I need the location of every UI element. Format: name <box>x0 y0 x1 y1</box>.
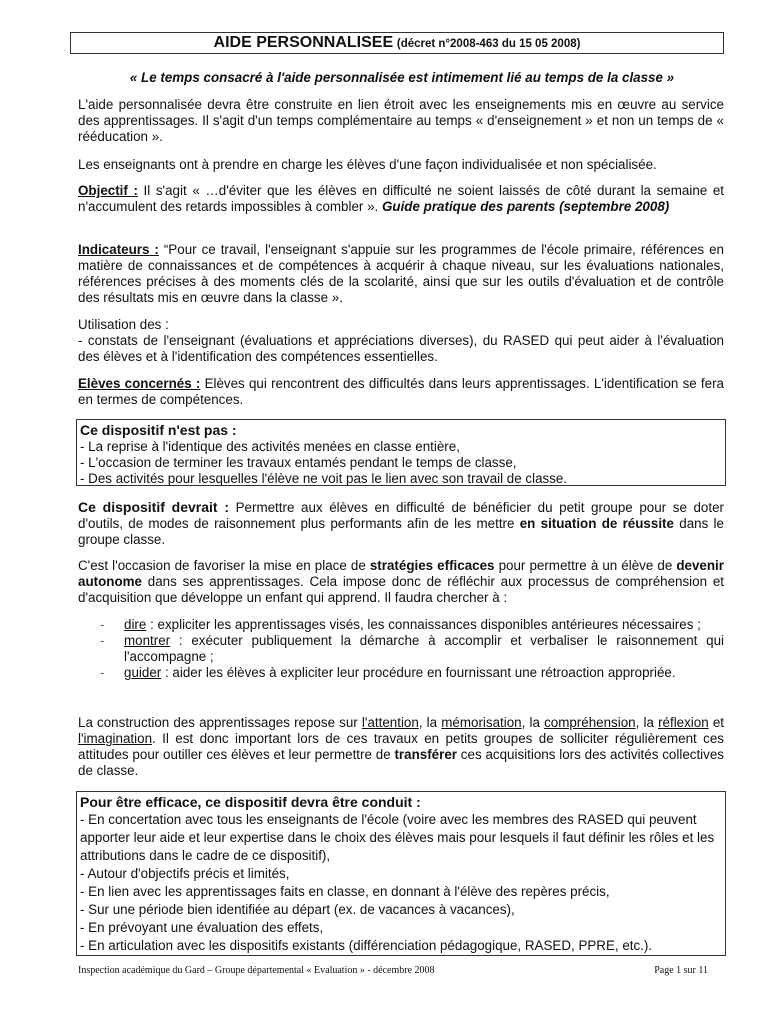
occasion-text: dans ses apprentissages. Cela impose donc de réfléchir aux processus de compréhension et d'acquisition que développe un enfant qui apprend. Il faudra chercher à : <box>78 574 724 605</box>
objectif-label: Objectif : <box>78 183 138 198</box>
title-main: AIDE PERSONNALISEE <box>213 34 394 51</box>
eleves-text: Elèves qui rencontrent des difficultés dans leurs apprentissages. L'identification se fera en termes de compétences. <box>78 376 725 407</box>
occasion-text: C'est l'occasion de favoriser la mise en place de <box>78 558 370 573</box>
verbs-list <box>100 617 724 681</box>
construction-paragraph <box>78 715 724 779</box>
indicateurs-label: Indicateurs : <box>78 242 159 257</box>
list-item <box>100 633 724 665</box>
efficace-box-item: - Autour d'objectifs précis et limités, <box>80 866 290 881</box>
efficace-box-item: - Sur une période bien identifiée au départ (ex. de vacances à vacances), <box>80 902 515 917</box>
efficace-box-item: - En articulation avec les dispositifs existants (différenciation pédagogique, RASED, PPRE, etc.). <box>80 938 653 953</box>
utilisation-paragraph <box>78 317 724 365</box>
title-decree: (décret n°2008-463 du 15 05 2008) <box>396 38 581 50</box>
efficace-box <box>76 791 726 956</box>
list-item <box>100 617 724 633</box>
efficace-box-item: - En lien avec les apprentissages faits en classe, en donnant à l'élève des repères précis, <box>80 884 610 899</box>
verb-text: : expliciter les apprentissages visés, les connaissances disponibles antérieures nécessaires ; <box>146 617 701 632</box>
not-box <box>76 419 726 486</box>
construction-underlined: l'imagination <box>78 731 153 746</box>
intro-paragraph-1: L'aide personnalisée devra être construite en lien étroit avec les enseignements mis en œuvre au service des apprentissages. Il s'agit d'un temps complémentaire au temps « d'enseignement » et non un temps de « rééducation ». <box>78 97 724 144</box>
not-box-title: Ce dispositif n'est pas : <box>80 422 237 438</box>
page-footer <box>78 963 726 979</box>
verb-text: : aider les élèves à expliciter leur procédure en fournissant une rétroaction appropriée. <box>161 665 676 680</box>
list-dash: - <box>100 617 105 632</box>
construction-text: , la <box>635 715 659 730</box>
intro-quote: « Le temps consacré à l'aide personnalisée est intimement lié au temps de la classe » <box>129 70 675 85</box>
efficace-box-item: - En prévoyant une évaluation des effets, <box>80 920 324 935</box>
indicateurs-text: “Pour ce travail, l'enseignant s'appuie sur les programmes de l'école primaire, références en matière de connaissances et de compétences à acquérir à chaque niveau, sur les évaluations nationales, références précises à des moments clés de la scolarité, ainsi que sur les outils d'évaluation et de contrôle des résultats mis en œuvre dans la classe ». <box>78 242 724 305</box>
intro-paragraph-2: Les enseignants ont à prendre en charge les élèves d'une façon individualisée et non spécialisée. <box>78 157 657 172</box>
construction-underlined: compréhension <box>544 715 636 730</box>
construction-text: , la <box>418 715 442 730</box>
construction-text: . Il est donc important lors de ces travaux en petits groupes de solliciter régulièrement ces attitudes pour outiller ces élèves et leur permettre de <box>78 731 724 762</box>
list-dash: - <box>100 665 105 680</box>
verb-word: montrer <box>124 633 171 648</box>
eleves-paragraph <box>78 376 724 408</box>
not-box-item: - L'occasion de terminer les travaux entamés pendant le temps de classe, <box>80 455 517 470</box>
occasion-paragraph <box>78 558 724 606</box>
devrait-text-1: Permettre aux élèves en difficulté de bénéficier du petit groupe pour se doter d'outils, de modes de raisonnement plus performants afin de les mettre <box>78 500 725 531</box>
devrait-paragraph <box>78 499 724 548</box>
page-number: Page 1 sur 11 <box>654 965 708 976</box>
devrait-label: Ce dispositif devrait : <box>78 499 230 515</box>
eleves-label: Elèves concernés : <box>78 376 201 391</box>
efficace-box-title: Pour être efficace, ce dispositif devra être conduit : <box>80 794 421 810</box>
document-title <box>70 32 724 54</box>
not-box-item: - Des activités pour lesquelles l'élève ne voit pas le lien avec son travail de classe. <box>80 471 568 486</box>
construction-text: , la <box>521 715 545 730</box>
construction-text: La construction des apprentissages repose sur <box>78 715 362 730</box>
verb-word: guider <box>124 665 162 680</box>
utilisation-line-2: - constats de l'enseignant (évaluations et appréciations diverses), du RASED qui peut aider à l'évaluation des élèves et à l'identification des compétences essentielles. <box>78 333 724 364</box>
objectif-text: Il s'agit « …d'éviter que les élèves en difficulté ne soient laissés de côté durant la semaine et n'accumulent des retards impossibles à combler ». <box>78 183 725 214</box>
construction-text: et <box>708 715 724 730</box>
devrait-bold: en situation de réussite <box>519 516 674 531</box>
occasion-bold: stratégies efficaces <box>369 558 495 573</box>
devrait-text-2: dans le groupe classe. <box>78 516 724 547</box>
objectif-source: Guide pratique des parents (septembre 2008) <box>381 199 670 214</box>
objectif-paragraph <box>78 183 724 215</box>
construction-text: ces acquisitions lors des activités collectives de classe. <box>78 747 724 778</box>
construction-bold: transférer <box>394 747 457 762</box>
list-dash: - <box>100 633 105 648</box>
indicateurs-paragraph <box>78 242 724 306</box>
construction-underlined: l'attention <box>361 715 419 730</box>
occasion-text: pour permettre à un élève de <box>494 558 677 573</box>
footer-left: Inspection académique du Gard – Groupe départemental « Evaluation » - décembre 2008 <box>78 965 435 976</box>
verb-text: : exécuter publiquement la démarche à accomplir et verbaliser le raisonnement qui l'accompagne ; <box>124 633 724 664</box>
verb-word: dire <box>124 617 147 632</box>
occasion-bold: devenir autonome <box>78 558 724 589</box>
construction-underlined: réflexion <box>658 715 709 730</box>
not-box-item: - La reprise à l'identique des activités menées en classe entière, <box>80 439 460 454</box>
construction-underlined: mémorisation <box>441 715 522 730</box>
utilisation-line-1: Utilisation des : <box>78 317 169 332</box>
efficace-box-item: - En concertation avec tous les enseignants de l'école (voire avec les membres des RASED qui peuvent apporter leur aide et leur expertise dans le choix des élèves mais pour lesquels il faut définir les rôles et les attributions dans le cadre de ce dispositif), <box>80 812 715 863</box>
list-item <box>100 665 724 681</box>
